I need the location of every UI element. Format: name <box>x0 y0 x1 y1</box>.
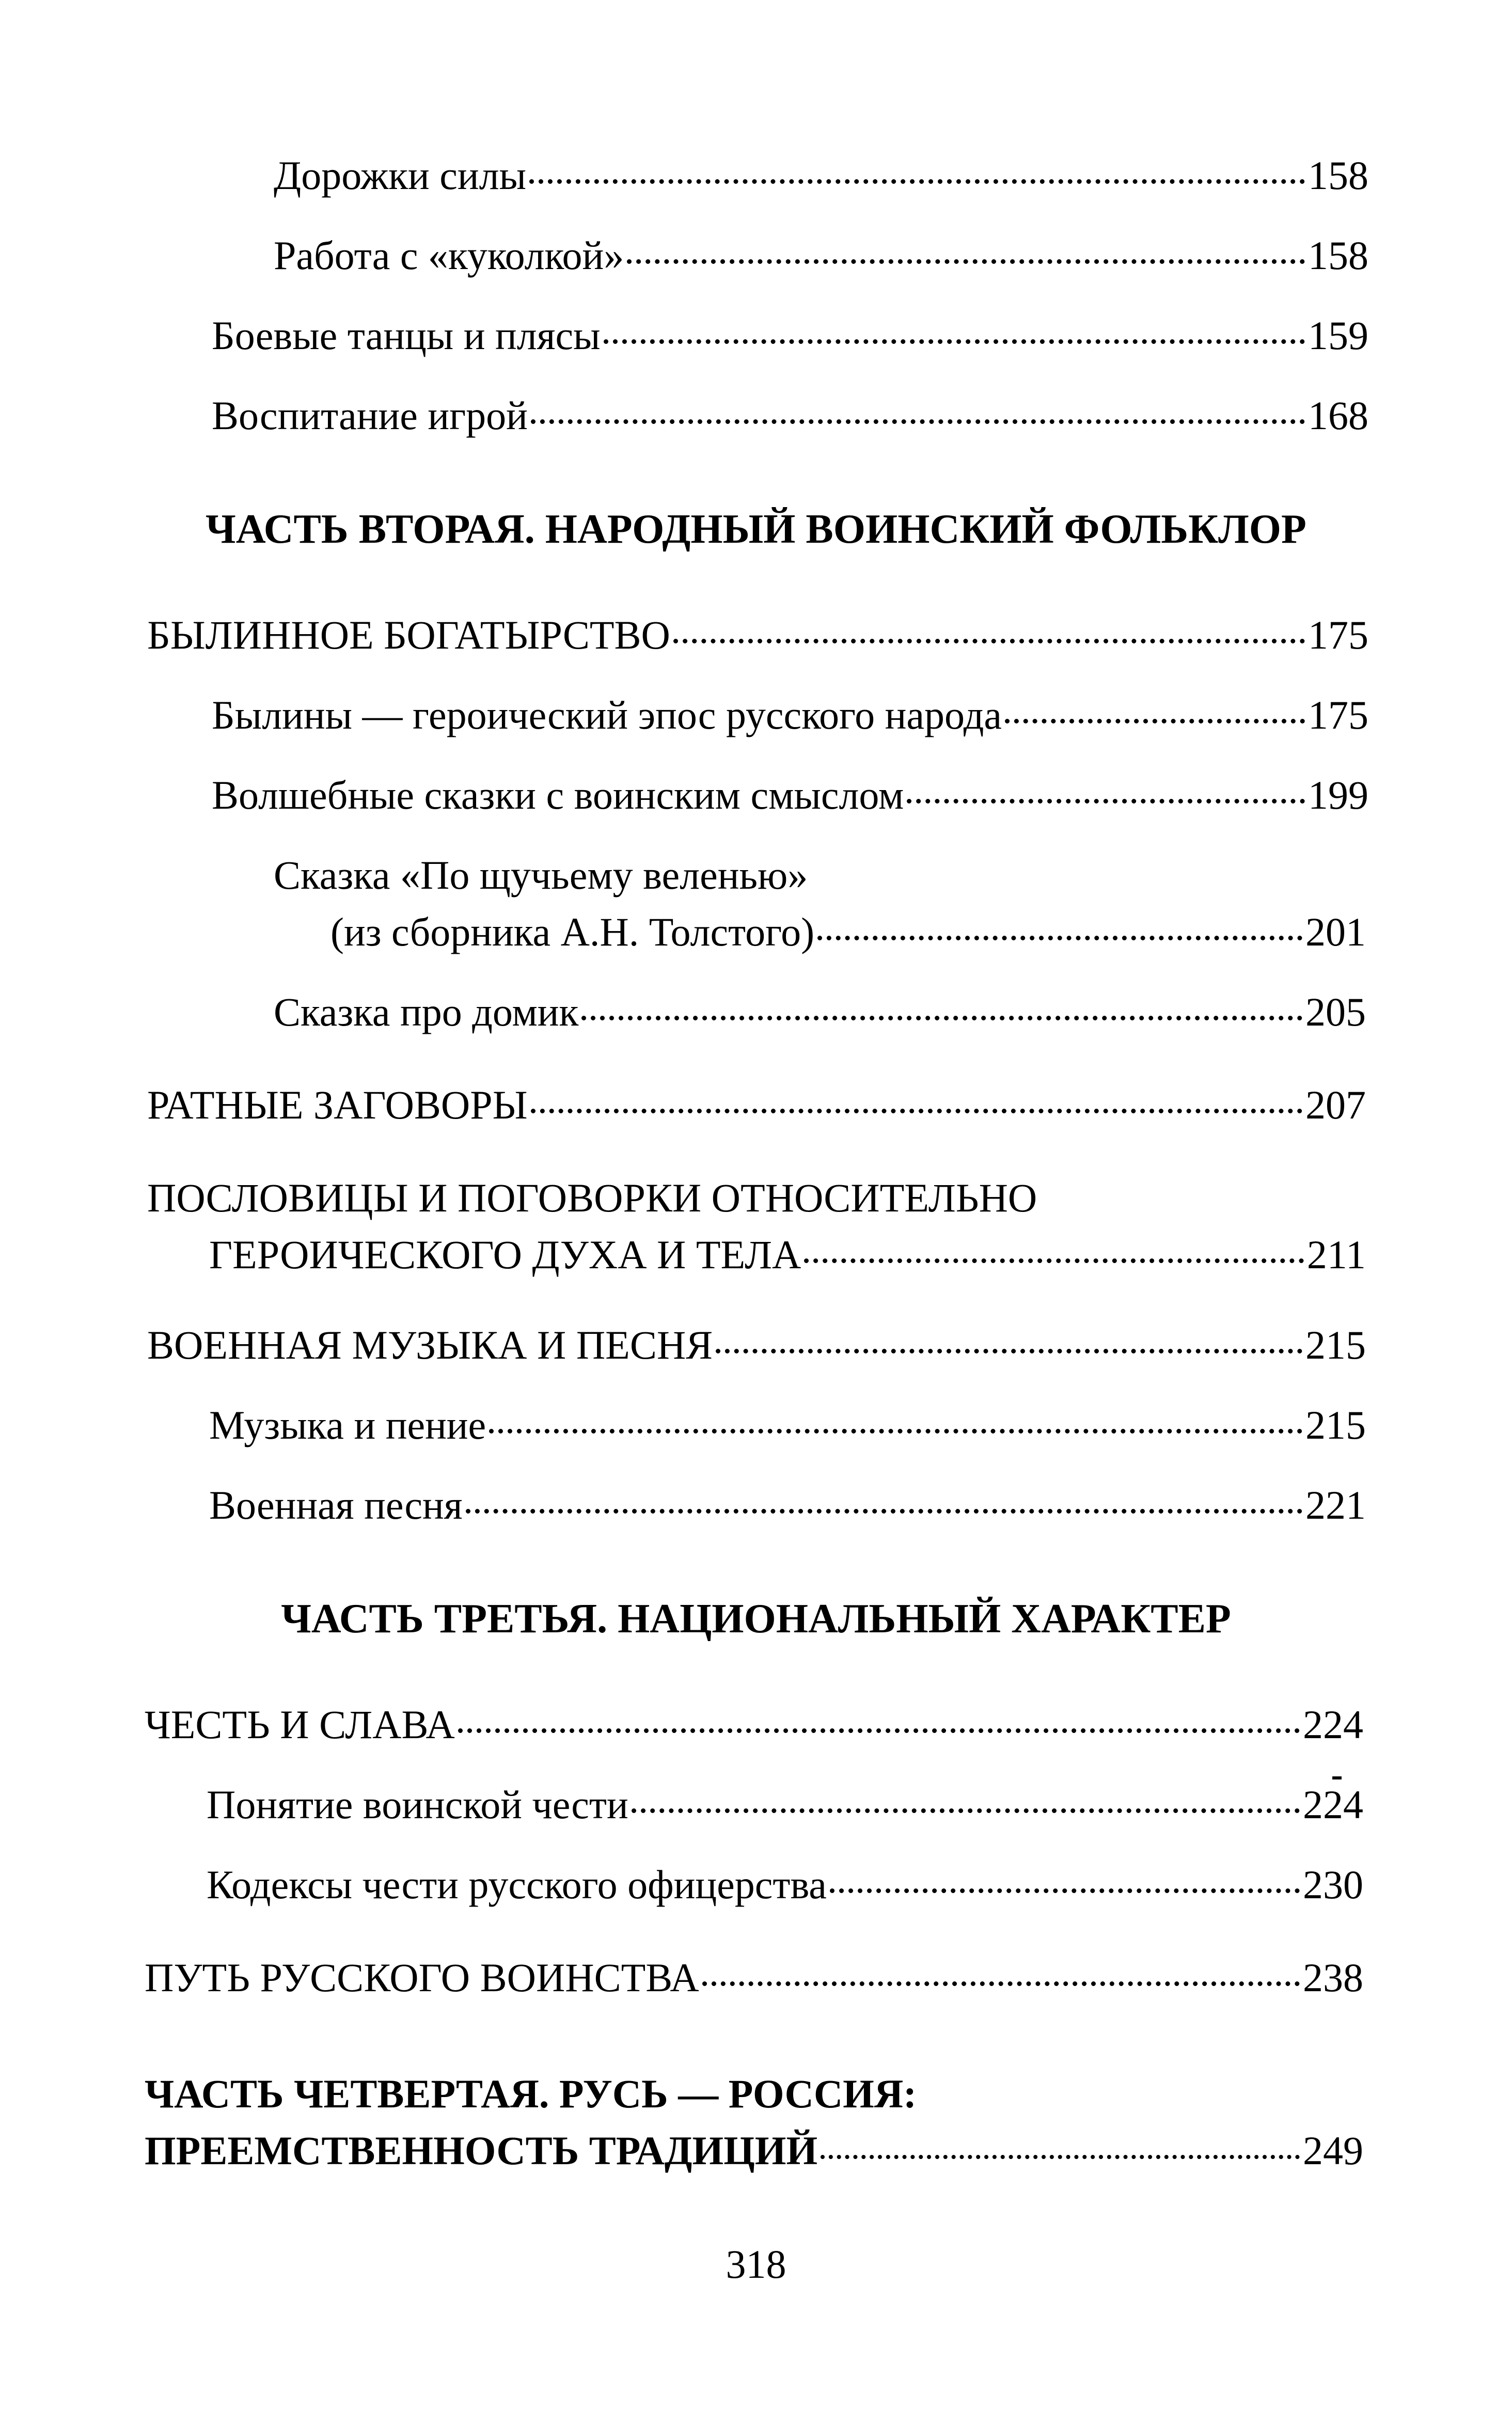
toc-entry <box>212 687 1368 744</box>
dot-leader <box>529 179 1305 184</box>
toc-entry <box>274 147 1368 204</box>
toc-entry <box>207 1776 1363 1833</box>
toc-entry <box>274 227 1368 284</box>
toc-entry-title-line1: ПОСЛОВИЦЫ И ПОГОВОРКИ ОТНОСИТЕЛЬНО <box>147 1175 1037 1220</box>
toc-entry-page: 158 <box>1308 233 1368 278</box>
toc-entry-title: Музыка и пение <box>209 1403 486 1447</box>
toc-entry-title: Работа с «куколкой» <box>274 233 624 278</box>
toc-entry <box>147 1317 1366 1374</box>
toc-entry-title: ВОЕННАЯ МУЗЫКА И ПЕСНЯ <box>147 1322 713 1367</box>
toc-entry-title: Боевые танцы и плясы <box>212 313 601 358</box>
toc-entry-page: 224 <box>1303 1702 1363 1747</box>
toc-entry-page: 207 <box>1305 1082 1366 1127</box>
toc-entry-title: Сказка про домик <box>274 989 579 1034</box>
dot-leader <box>673 639 1305 643</box>
toc-entry <box>147 607 1368 664</box>
dot-leader <box>581 1016 1302 1020</box>
toc-entry-page: 158 <box>1308 153 1368 198</box>
toc-entry <box>209 1226 1366 1283</box>
toc-entry-page: 175 <box>1308 692 1368 737</box>
dot-leader <box>466 1509 1302 1514</box>
toc-entry <box>145 1696 1363 1753</box>
toc-entry-page: 238 <box>1303 1955 1363 2000</box>
toc-entry-title: РАТНЫЕ ЗАГОВОРЫ <box>147 1082 528 1127</box>
dot-leader <box>804 1258 1304 1263</box>
toc-entry-title-line1: ЧАСТЬ ЧЕТВЕРТАЯ. РУСЬ — РОССИЯ: <box>145 2071 917 2116</box>
toc-entry-page: 215 <box>1305 1322 1366 1367</box>
dot-leader <box>817 936 1302 940</box>
dot-leader <box>702 1981 1300 1986</box>
toc-entry-page: 230 <box>1303 1862 1363 1907</box>
toc-entry-title: ЧЕСТЬ И СЛАВА <box>145 1702 455 1747</box>
toc-entry-page: 211 <box>1306 1232 1366 1277</box>
toc-entry-page: 215 <box>1305 1403 1366 1447</box>
dot-leader <box>531 1109 1302 1113</box>
toc-entry-page: 168 <box>1308 393 1368 438</box>
toc-entry <box>209 1477 1366 1534</box>
toc-entry <box>212 387 1368 444</box>
dot-leader <box>458 1728 1300 1733</box>
dot-leader <box>531 419 1305 424</box>
toc-entry-title: Былины — героический эпос русского народа <box>212 692 1002 737</box>
toc-entry-page: 221 <box>1305 1483 1366 1527</box>
toc-entry-page: 199 <box>1308 773 1368 817</box>
toc-entry-page: 249 <box>1303 2128 1363 2173</box>
toc-entry <box>212 307 1368 364</box>
toc-entry <box>274 984 1366 1041</box>
toc-entry <box>145 2122 1363 2179</box>
dot-leader <box>716 1349 1302 1353</box>
toc-entry <box>212 767 1368 824</box>
dot-leader <box>489 1429 1302 1433</box>
toc-entry <box>147 1077 1366 1133</box>
toc-entry-title: ГЕРОИЧЕСКОГО ДУХА И ТЕЛА <box>209 1232 801 1277</box>
toc-entry <box>145 1949 1363 2006</box>
toc-entry-title: (из сборника А.Н. Толстого) <box>330 909 815 954</box>
toc-entry-title: Воспитание игрой <box>212 393 528 438</box>
toc-entry-title: Волшебные сказки с воинским смыслом <box>212 773 904 817</box>
dot-leader <box>821 2155 1300 2159</box>
toc-entry-page: 224 <box>1303 1782 1363 1827</box>
dot-leader <box>627 259 1305 264</box>
dot-leader <box>830 1888 1300 1893</box>
toc-entry-title: БЫЛИННОЕ БОГАТЫРСТВО <box>147 612 670 657</box>
toc-entry <box>209 1397 1366 1454</box>
toc-entry-page: 205 <box>1305 989 1366 1034</box>
toc-entry <box>330 904 1366 960</box>
toc-entry-title: Кодексы чести русского офицерства <box>207 1862 827 1907</box>
toc-entry-page: 175 <box>1308 612 1368 657</box>
toc-entry-title: Понятие воинской чести <box>207 1782 628 1827</box>
dot-leader <box>604 339 1305 344</box>
toc-entry-title-line1: Сказка «По щучьему веленью» <box>274 853 808 897</box>
toc-entry-title: Военная песня <box>209 1483 463 1527</box>
page-number: 318 <box>726 2242 786 2287</box>
toc-entry-title: ПУТЬ РУССКОГО ВОИНСТВА <box>145 1955 699 2000</box>
dot-leader <box>907 799 1305 804</box>
toc-entry-page: 201 <box>1305 909 1366 954</box>
toc-entry-title: Дорожки силы <box>274 153 526 198</box>
toc-entry-title: ПРЕЕМСТВЕННОСТЬ ТРАДИЦИЙ <box>145 2128 818 2173</box>
part-heading: ЧАСТЬ ВТОРАЯ. НАРОДНЫЙ ВОИНСКИЙ ФОЛЬКЛОР <box>206 507 1306 552</box>
part-heading: ЧАСТЬ ТРЕТЬЯ. НАЦИОНАЛЬНЫЙ ХАРАКТЕР <box>281 1596 1231 1642</box>
dot-leader <box>632 1808 1300 1813</box>
toc-entry <box>207 1856 1363 1913</box>
dot-leader <box>1005 719 1305 723</box>
toc-entry-page: 159 <box>1308 313 1368 358</box>
